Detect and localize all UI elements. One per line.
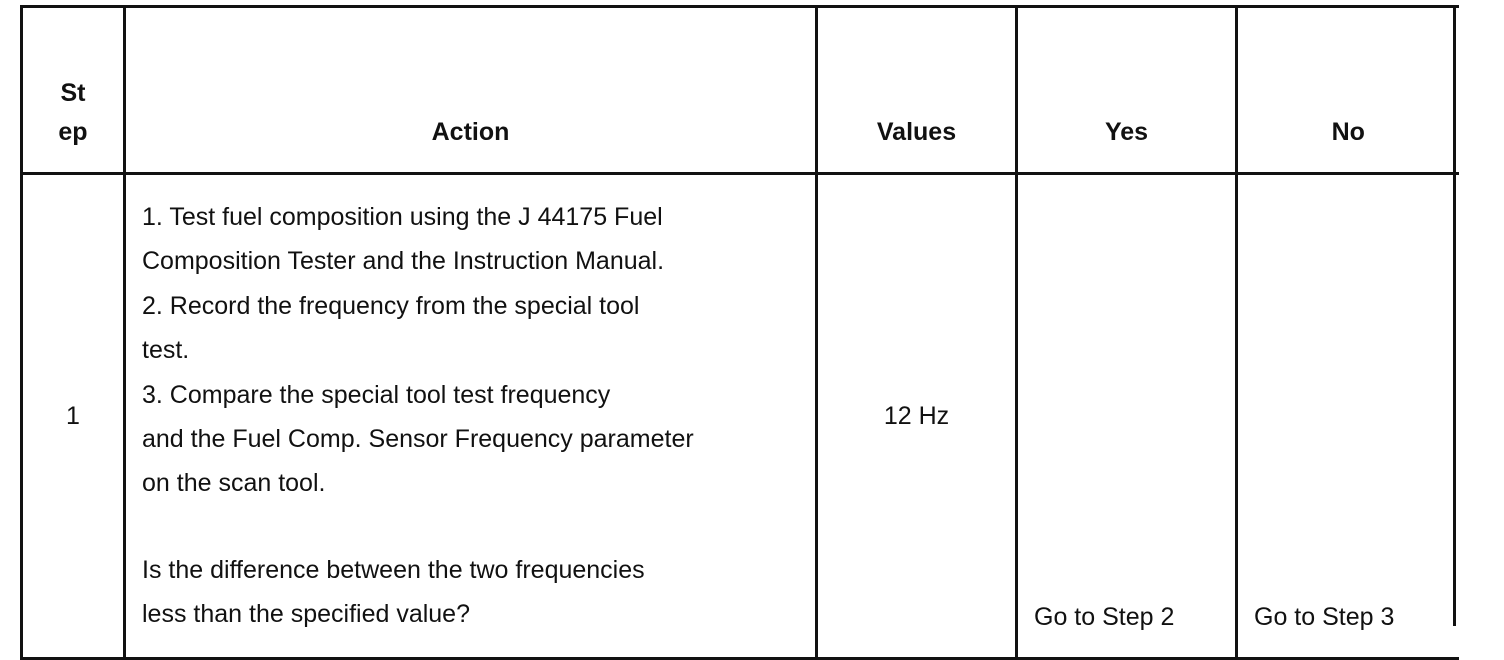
action-spacer xyxy=(142,506,805,548)
header-step-line-2: ep xyxy=(58,118,88,146)
header-values: Values xyxy=(817,7,1017,174)
action-line: 2. Record the frequency from the special tool xyxy=(142,291,640,320)
action-line: and the Fuel Comp. Sensor Frequency parameter xyxy=(142,425,694,454)
specified-value: 12 Hz xyxy=(817,174,1017,659)
action-line: Composition Tester and the Instruction Manual. xyxy=(142,247,665,276)
step-number: 1 xyxy=(22,174,125,659)
yes-result: Go to Step 2 xyxy=(1017,174,1237,659)
diagnostic-table xyxy=(20,5,1459,660)
action-line: test. xyxy=(142,336,190,365)
diagnostic-table-container xyxy=(20,5,1457,632)
action-line: on the scan tool. xyxy=(142,469,326,498)
header-step-line-1: St xyxy=(60,79,86,107)
action-question: less than the specified value? xyxy=(142,600,470,629)
header-yes: Yes xyxy=(1017,7,1237,174)
table-right-border xyxy=(1453,5,1456,626)
header-no: No xyxy=(1237,7,1459,174)
action-line: 1. Test fuel composition using the J 44175 Fuel xyxy=(142,203,663,231)
table-row xyxy=(22,174,1459,659)
header-row xyxy=(22,7,1459,174)
action-text xyxy=(125,174,817,659)
header-step xyxy=(22,7,125,174)
no-result: Go to Step 3 xyxy=(1237,174,1459,659)
header-action: Action xyxy=(125,7,817,174)
action-line: 3. Compare the special tool test frequency xyxy=(142,380,611,409)
action-question: Is the difference between the two frequencies xyxy=(142,555,645,584)
